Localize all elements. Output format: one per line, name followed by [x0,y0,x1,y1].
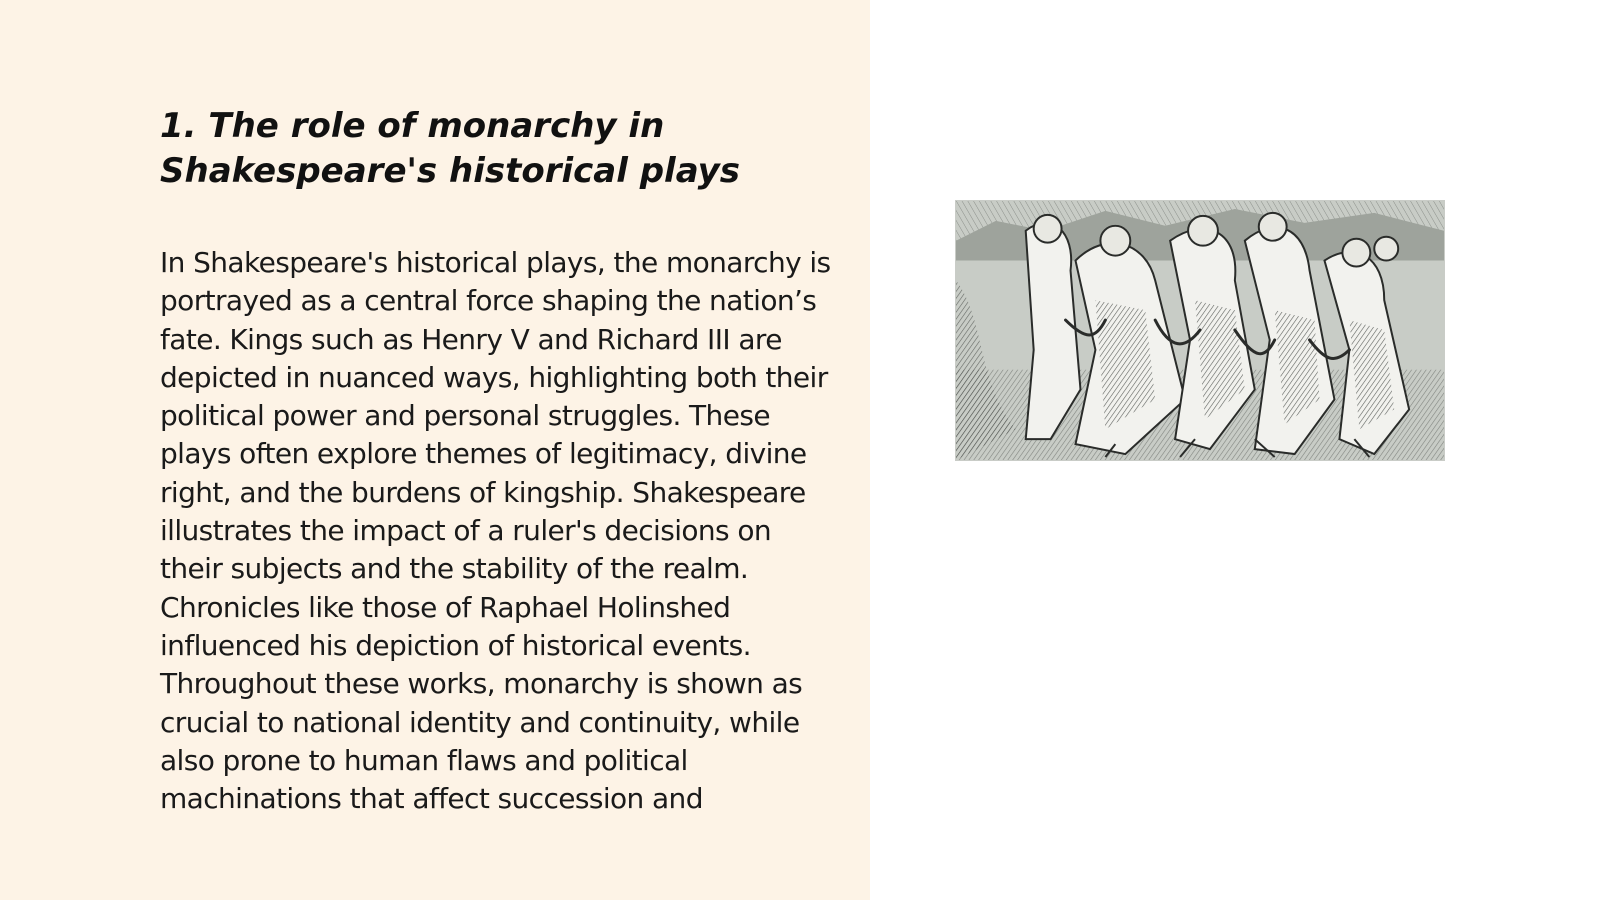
engraving-illustration [955,200,1445,461]
engraving-illustration-icon [956,201,1444,460]
slide-title: 1. The role of monarchy in Shakespeare's historical plays [160,106,740,191]
body-text: In Shakespeare's historical plays, the monarchy is portrayed as a central force shaping the nation’s fate. Kings such as Henry V and Richard III are depicted in nuanced ways, highlighting both their political power and personal struggles. These plays often explore themes of legitimacy, divine right, and the burdens of kingship. Shakespeare illustrates the impact of a ruler's decisions on their subjects and the stability of the realm. Chronicles like those of Raphael Holinshed influenced his depiction of historical events. Throughout these works, monarchy is shown as crucial to national identity and continuity, while also prone to human flaws and political machinations that affect succession and [160,246,831,816]
